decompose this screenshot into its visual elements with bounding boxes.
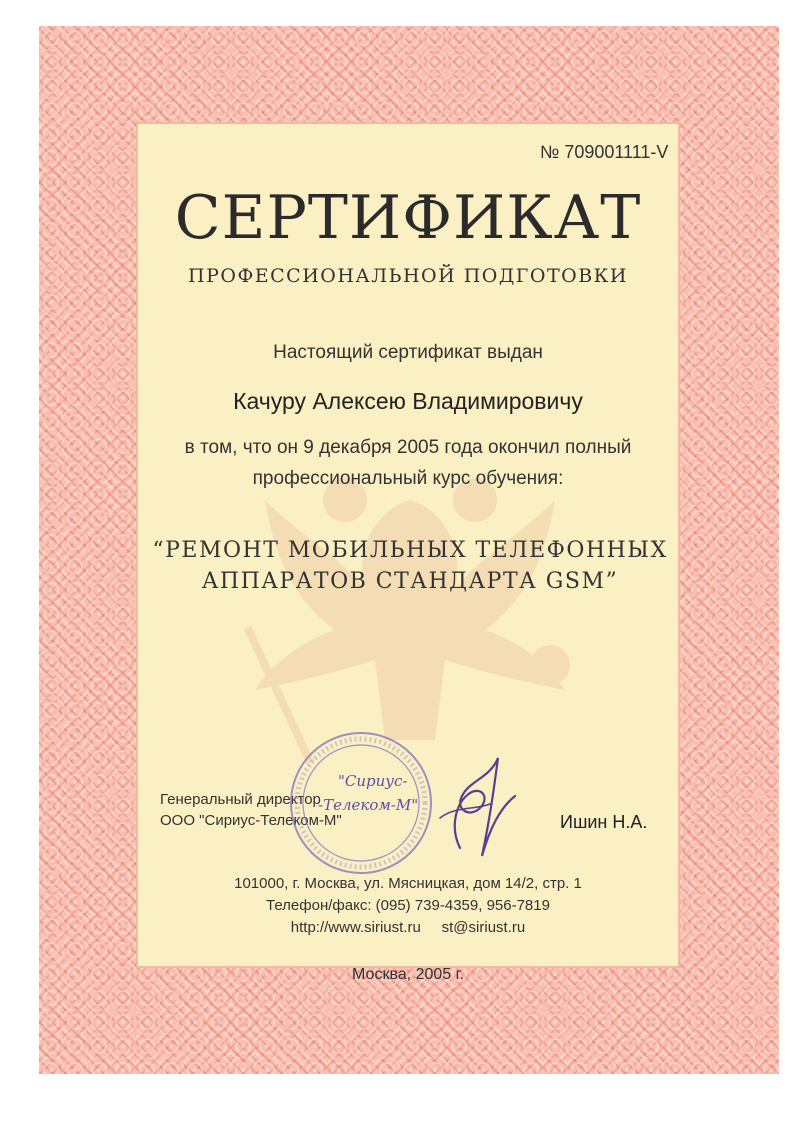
company-web-email: http://www.siriust.ru st@siriust.ru [290, 919, 526, 936]
stamp-text-line-1: "Сириус- [338, 772, 408, 790]
handwritten-signature [420, 748, 530, 866]
director-position: Генеральный директор [160, 791, 321, 808]
stamp-text-line-2: -Телеком-М" [318, 796, 419, 814]
completion-text-line-1: в том, что он 9 декабря 2005 года окончил полный [184, 437, 632, 458]
issued-text: Настоящий сертификат выдан [273, 342, 543, 363]
course-title-line-2: АППАРАТОВ СТАНДАРТА GSM” [201, 569, 619, 594]
recipient-name: Качуру Алексею Владимировичу [233, 388, 583, 414]
certificate-subtitle: ПРОФЕССИОНАЛЬНОЙ ПОДГОТОВКИ [188, 265, 628, 287]
completion-text-line-2: профессиональный курс обучения: [252, 468, 564, 489]
signer-name: Ишин Н.А. [560, 812, 648, 832]
company-address: 101000, г. Москва, ул. Мясницкая, дом 14/2, стр. 1 [234, 875, 582, 892]
company-phone: Телефон/факс: (095) 739-4359, 956-7819 [266, 897, 550, 914]
certificate-title: СЕРТИФИКАТ [174, 183, 642, 253]
place-and-date: Москва, 2005 г. [352, 966, 464, 983]
company-name: ООО "Сириус-Телеком-М" [160, 812, 342, 829]
course-title-line-1: “РЕМОНТ МОБИЛЬНЫХ ТЕЛЕФОННЫХ [152, 538, 668, 563]
certificate-number: № 709001111-V [540, 142, 669, 162]
